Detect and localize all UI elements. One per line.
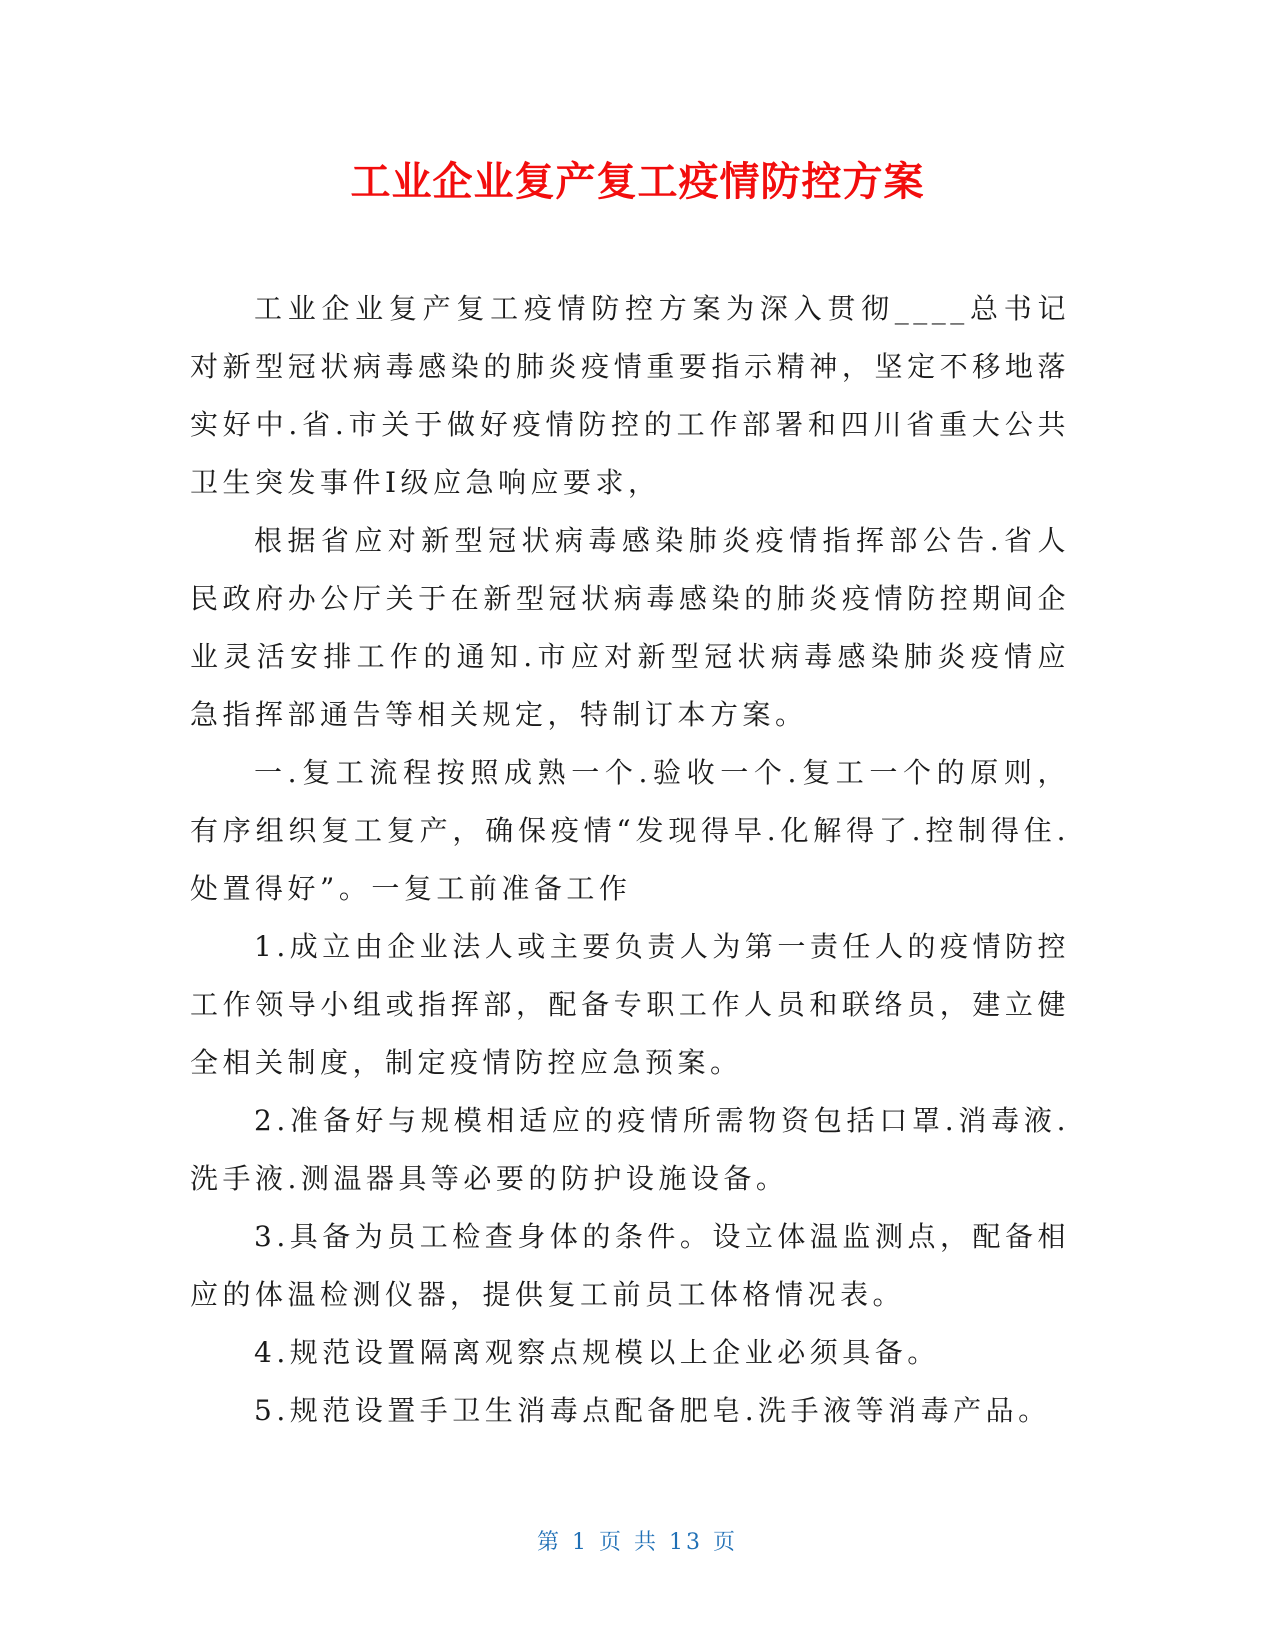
document-title: 工业企业复产复工疫情防控方案 bbox=[350, 159, 925, 205]
page-number-footer: 第 1 页 共 13 页 bbox=[537, 1530, 738, 1555]
paragraph-section-1: 一.复工流程按照成熟一个.验收一个.复工一个的原则，有序组织复工复产，确保疫情“发现得早.化解得了.控制得住.处置得好”。一复工前准备工作 bbox=[190, 756, 1070, 905]
paragraph-item-4: 4.规范设置隔离观察点规模以上企业必须具备。 bbox=[254, 1336, 940, 1369]
paragraph-item-3: 3.具备为员工检查身体的条件。设立体温监测点，配备相应的体温检测仪器，提供复工前员工体格情况表。 bbox=[190, 1220, 1070, 1311]
paragraph-item-2: 2.准备好与规模相适应的疫情所需物资包括口罩.消毒液.洗手液.测温器具等必要的防护设施设备。 bbox=[190, 1104, 1070, 1195]
paragraph-intro: 工业企业复产复工疫情防控方案为深入贯彻____总书记对新型冠状病毒感染的肺炎疫情重要指示精神，坚定不移地落实好中.省.市关于做好疫情防控的工作部署和四川省重大公共卫生突发事件Ⅰ级应急响应要求， bbox=[190, 292, 1070, 499]
document-body bbox=[190, 280, 1070, 1440]
paragraph-item-1: 1.成立由企业法人或主要负责人为第一责任人的疫情防控工作领导小组或指挥部，配备专职工作人员和联络员，建立健全相关制度，制定疫情防控应急预案。 bbox=[190, 930, 1070, 1079]
paragraph-basis: 根据省应对新型冠状病毒感染肺炎疫情指挥部公告.省人民政府办公厅关于在新型冠状病毒感染的肺炎疫情防控期间企业灵活安排工作的通知.市应对新型冠状病毒感染肺炎疫情应急指挥部通告等相关规定，特制订本方案。 bbox=[190, 524, 1070, 731]
paragraph-item-5: 5.规范设置手卫生消毒点配备肥皂.洗手液等消毒产品。 bbox=[254, 1394, 1051, 1427]
